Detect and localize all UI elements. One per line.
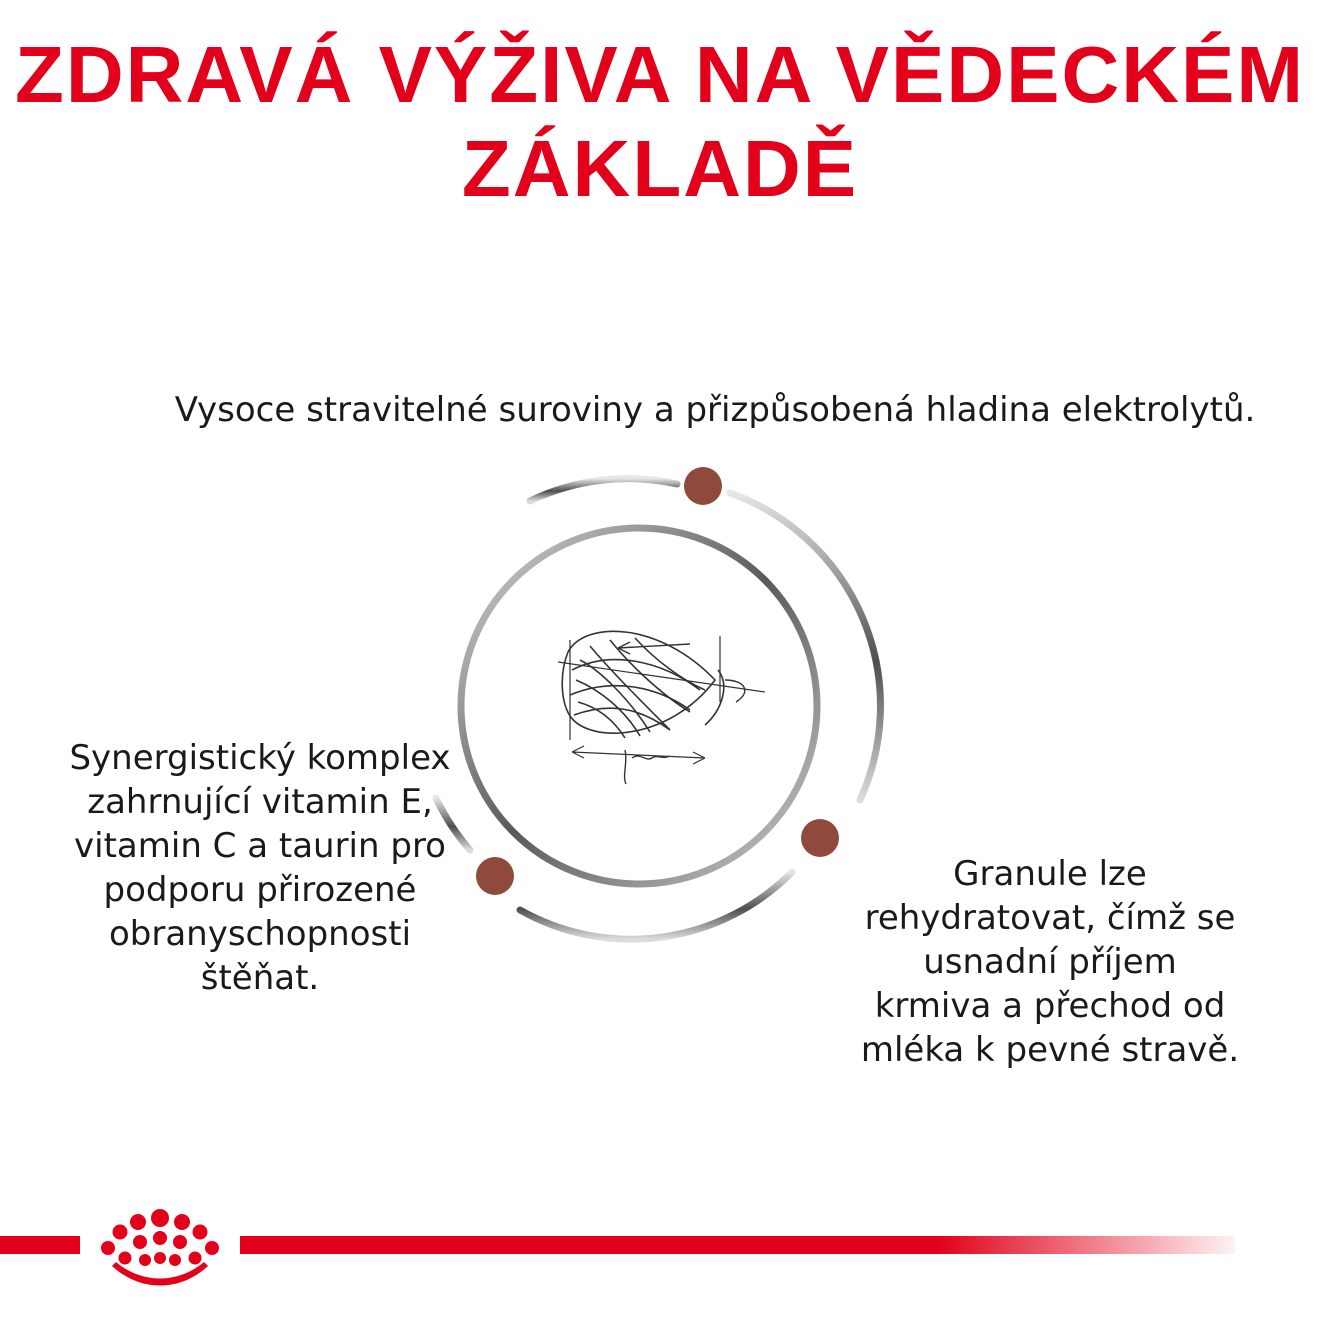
- footer-line-right: [240, 1236, 1235, 1254]
- brand-footer: [0, 1180, 1320, 1300]
- title-line-1: ZDRAVÁ VÝŽIVA NA VĚDECKÉM: [14, 30, 1306, 119]
- title-line-2: ZÁKLADĚ: [461, 124, 859, 213]
- footer-line-left: [0, 1236, 80, 1254]
- dot-left: [476, 857, 514, 895]
- inner-ring: [461, 528, 817, 884]
- benefits-diagram: [400, 440, 920, 960]
- dot-right: [801, 819, 839, 857]
- kibble-sketch-icon: [558, 631, 765, 784]
- outer-arc-top: [530, 479, 677, 501]
- page-title: [0, 28, 1320, 216]
- benefit-immunity: Synergistický komplex zahrnující vitamin E, vitamin C a taurin pro podporu přirozené obranyschopnosti štěňat.: [69, 738, 451, 998]
- royal-canin-crown-logo: [101, 1209, 219, 1286]
- dot-top: [684, 467, 722, 505]
- benefit-digestibility: Vysoce stravitelné suroviny a přizpůsobená hladina elektrolytů.: [174, 390, 1256, 430]
- benefit-rehydration: Granule lze rehydratovat, čímž se usnadní příjem krmiva a přechod od mléka k pevné stravě.: [860, 854, 1240, 1070]
